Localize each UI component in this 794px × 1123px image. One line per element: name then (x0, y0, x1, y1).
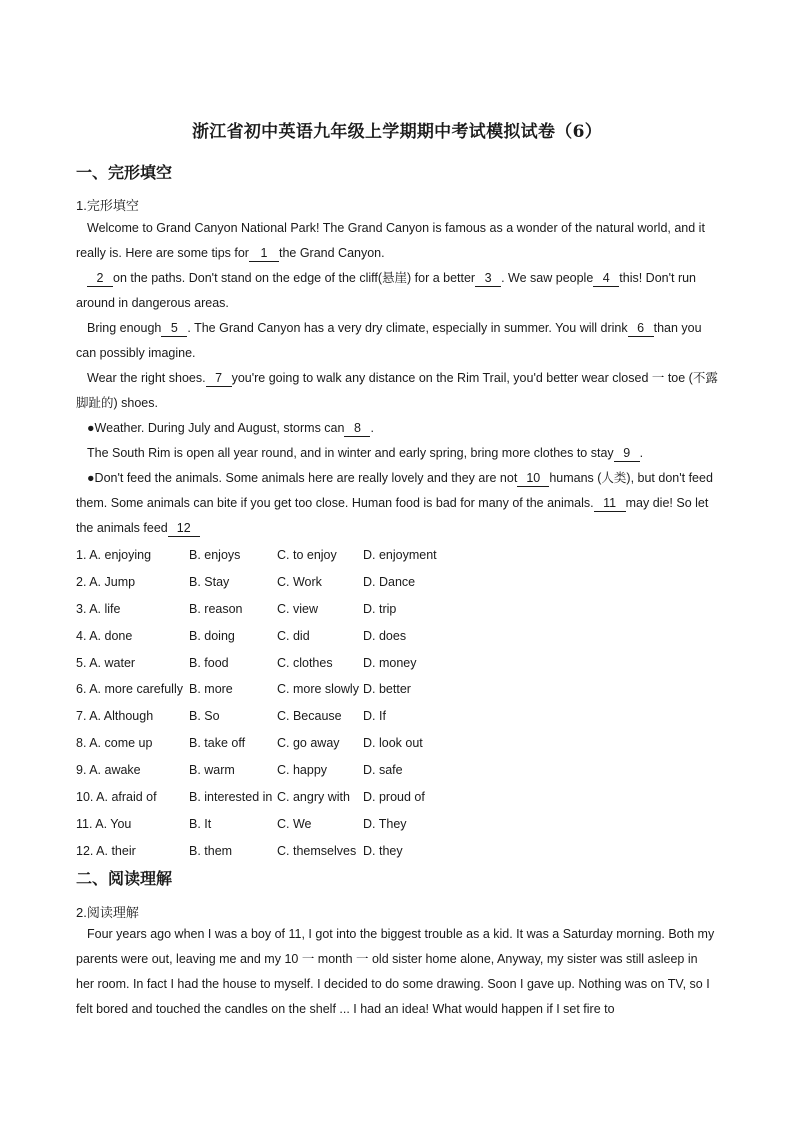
option-a: 12. A. their (76, 843, 136, 858)
option-c: C. themselves (277, 843, 357, 858)
options-list (76, 544, 476, 867)
page-title: 浙江省初中英语九年级上学期期中考试模拟试卷（6） (191, 122, 603, 142)
option-b: B. reason (189, 601, 243, 616)
option-row (76, 786, 476, 813)
option-a: 10. A. afraid of (76, 790, 157, 805)
reading-passage (76, 922, 718, 1022)
option-row (76, 625, 476, 652)
option-d: D. If (363, 709, 386, 724)
passage-paragraph (76, 316, 718, 366)
blank-5: 5 (161, 320, 187, 337)
blank-9: 9 (614, 445, 640, 462)
option-d: D. They (363, 816, 407, 831)
passage-text: Wear the right shoes. (87, 371, 206, 385)
option-a: 6. A. more carefully (76, 682, 183, 697)
option-a: 4. A. done (76, 628, 133, 643)
option-row (76, 544, 476, 571)
blank-12: 12 (168, 520, 200, 537)
blank-6: 6 (628, 320, 654, 337)
option-c: C. to enjoy (277, 548, 337, 562)
blank-10: 10 (517, 470, 549, 487)
cloze-passage (76, 216, 718, 541)
passage-text: . (370, 421, 374, 435)
passage-paragraph (76, 216, 718, 266)
passage-text: the Grand Canyon. (278, 246, 385, 260)
passage-paragraph (76, 416, 718, 441)
option-c: C. clothes (277, 655, 333, 670)
option-b: B. food (189, 655, 229, 670)
blank-7: 7 (206, 370, 232, 387)
passage-paragraph: Four years ago when I was a boy of 11, I got into the biggest trouble as a kid. It was a Saturday morning. Both my parents were out, leaving me and my 10 一 month 一 old sister home alone, Anyway, my sister was still asleep in her room. In fact I had the house to myself. I decided to do some drawing. Soon I gave up. Nothing was on TV, so I felt bored and touched the candles on the shelf ... I had an idea! What would happen if I set fire to (76, 927, 715, 1016)
option-d: D. money (363, 655, 417, 670)
option-row (76, 759, 476, 786)
section-heading-reading: 二、阅读理解 (76, 869, 173, 888)
passage-text: . (639, 446, 644, 460)
option-row (76, 705, 476, 732)
option-a: 5. A. water (76, 655, 136, 670)
option-d: D. does (363, 628, 407, 643)
passage-paragraph (76, 441, 718, 466)
option-c: C. angry with (277, 790, 350, 805)
option-row (76, 813, 476, 840)
passage-text: Bring enough (87, 321, 162, 335)
option-b: B. enjoys (189, 548, 241, 562)
option-d: D. enjoyment (363, 548, 437, 562)
option-a: 9. A. awake (76, 763, 141, 778)
option-row (76, 571, 476, 598)
option-row (76, 678, 476, 705)
option-c: C. Because (277, 709, 342, 724)
option-a: 11. A. You (76, 816, 132, 831)
passage-text: humans (人类), but don't feed them. Some animals can bite if you get too close. Human food is bad for many of the animals. (76, 471, 713, 510)
passage-text: . We saw people (501, 271, 594, 285)
option-a: 7. A. Although (76, 709, 154, 724)
option-d: D. safe (363, 763, 403, 778)
blank-2: 2 (87, 270, 113, 287)
passage-text: you're going to walk any distance on the Rim Trail, you'd better wear closed 一 toe (不露脚趾的) shoes. (76, 371, 718, 410)
passage-text: may die! So let the animals feed (76, 496, 709, 535)
option-b: B. warm (189, 763, 235, 778)
passage-text: ●Weather. During July and August, storms can (87, 421, 345, 435)
option-row (76, 840, 476, 867)
option-d: D. Dance (363, 574, 416, 589)
option-a: 3. A. life (76, 601, 121, 616)
blank-3: 3 (475, 270, 501, 287)
option-b: B. take off (189, 736, 246, 751)
option-b: B. Stay (189, 574, 230, 589)
passage-paragraph (76, 266, 718, 316)
passage-paragraph (76, 466, 718, 541)
passage-paragraph (76, 366, 718, 416)
blank-4: 4 (593, 270, 619, 287)
option-c: C. did (277, 628, 310, 643)
question-label-reading: 2.阅读理解 (76, 905, 139, 920)
option-d: D. better (363, 682, 411, 697)
option-b: B. doing (189, 628, 235, 643)
option-b: B. So (189, 709, 220, 724)
blank-1: 1 (249, 245, 279, 262)
option-c: C. We (277, 816, 312, 831)
option-b: B. them (189, 843, 233, 858)
option-d: D. proud of (363, 790, 425, 805)
option-row (76, 652, 476, 679)
option-d: D. they (363, 843, 403, 858)
option-b: B. more (189, 682, 233, 697)
option-c: C. more slowly (277, 682, 359, 697)
passage-text: on the paths. Don't stand on the edge of the cliff(悬崖) for a better (113, 271, 476, 285)
option-a: 1. A. enjoying (76, 548, 152, 562)
passage-text: than you can possibly imagine. (76, 321, 702, 360)
blank-8: 8 (344, 420, 370, 437)
passage-text: this! Don't run around in dangerous areas. (76, 271, 697, 310)
option-c: C. go away (277, 736, 340, 751)
option-b: B. It (189, 816, 212, 831)
question-label-cloze: 1.完形填空 (76, 198, 139, 213)
option-d: D. trip (363, 601, 397, 616)
option-a: 2. A. Jump (76, 574, 136, 589)
option-row (76, 598, 476, 625)
option-a: 8. A. come up (76, 736, 153, 751)
blank-11: 11 (594, 495, 626, 512)
passage-text: The South Rim is open all year round, and in winter and early spring, bring more clothes to stay (87, 446, 614, 460)
option-d: D. look out (363, 736, 423, 751)
passage-text: . The Grand Canyon has a very dry climate, especially in summer. You will drink (187, 321, 628, 335)
option-c: C. Work (277, 574, 322, 589)
option-c: C. view (277, 601, 318, 616)
section-heading-cloze: 一、完形填空 (76, 163, 173, 182)
option-row (76, 732, 476, 759)
passage-text: ●Don't feed the animals. Some animals here are really lovely and they are not (87, 471, 518, 485)
passage-text: Welcome to Grand Canyon National Park! The Grand Canyon is famous as a wonder of the natural world, and it really is. Here are some tips for (76, 221, 705, 260)
option-c: C. happy (277, 763, 328, 778)
option-b: B. interested in (189, 790, 273, 805)
